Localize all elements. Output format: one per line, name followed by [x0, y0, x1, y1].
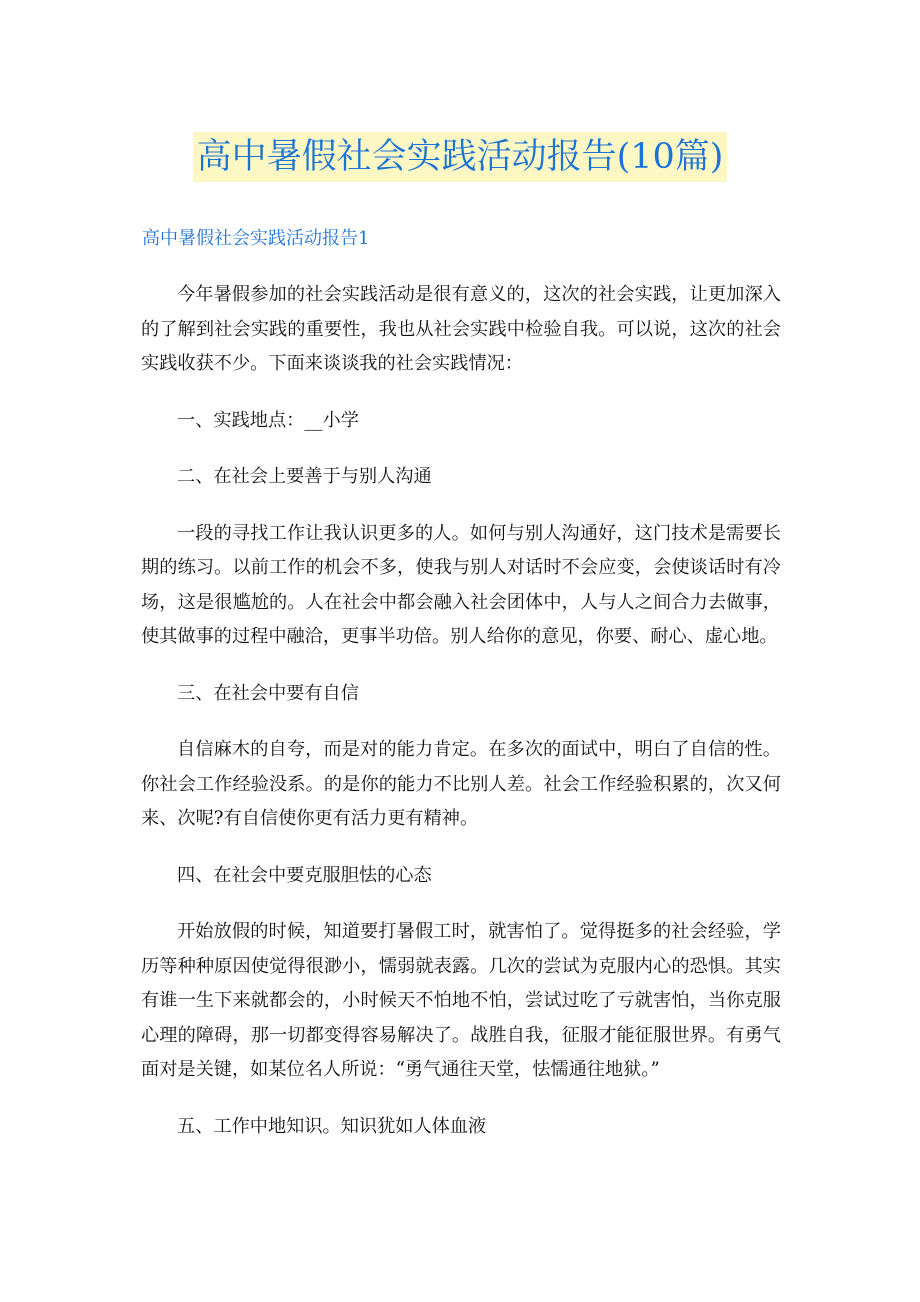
section-heading: 三、在社会中要有自信: [177, 682, 359, 704]
document-title: 高中暑假社会实践活动报告(10篇): [193, 132, 728, 182]
paragraph: 自信麻木的自夸，而是对的能力肯定。在多次的面试中，明白了自信的性。你社会工作经验没系。的是你的能力不比别人差。社会工作经验积累的，次又何来、次呢?有自信使你更有活力更有精神。: [141, 739, 781, 829]
paragraph: 今年暑假参加的社会实践活动是很有意义的，这次的社会实践，让更加深入的了解到社会实践的重要性，我也从社会实践中检验自我。可以说，这次的社会实践收获不少。下面来谈谈我的社会实践情况：: [141, 284, 781, 374]
section-heading: 四、在社会中要克服胆怯的心态: [177, 864, 432, 886]
paragraph: 一段的寻找工作让我认识更多的人。如何与别人沟通好，这门技术是需要长期的练习。以前工作的机会不多，使我与别人对话时不会应变，会使谈话时有冷场，这是很尴尬的。人在社会中都会融入社会团体中，人与人之间合力去做事，使其做事的过程中融洽，更事半功倍。别人给你的意见，你要、耐心、虚心地。: [141, 522, 781, 647]
paragraph: 开始放假的时候，知道要打暑假工时，就害怕了。觉得挺多的社会经验，学历等种种原因使觉得很渺小，懦弱就表露。几次的尝试为克服内心的恐惧。其实有谁一生下来就都会的，小时候天不怕地不怕，尝试过吃了亏就害怕，当你克服心理的障碍，那一切都变得容易解决了。战胜自我，征服才能征服世界。有勇气面对是关键，如某位名人所说：“勇气通往天堂，怯懦通往地狱。”: [141, 921, 781, 1080]
title-container: [0, 132, 920, 182]
section-subtitle: 高中暑假社会实践活动报告1: [142, 228, 370, 249]
document-body: [141, 278, 781, 1166]
section-heading: 一、实践地点：__小学: [177, 409, 359, 431]
section-heading: 二、在社会上要善于与别人沟通: [177, 466, 432, 487]
section-heading: 五、工作中地知识。知识犹如人体血液: [177, 1115, 487, 1137]
